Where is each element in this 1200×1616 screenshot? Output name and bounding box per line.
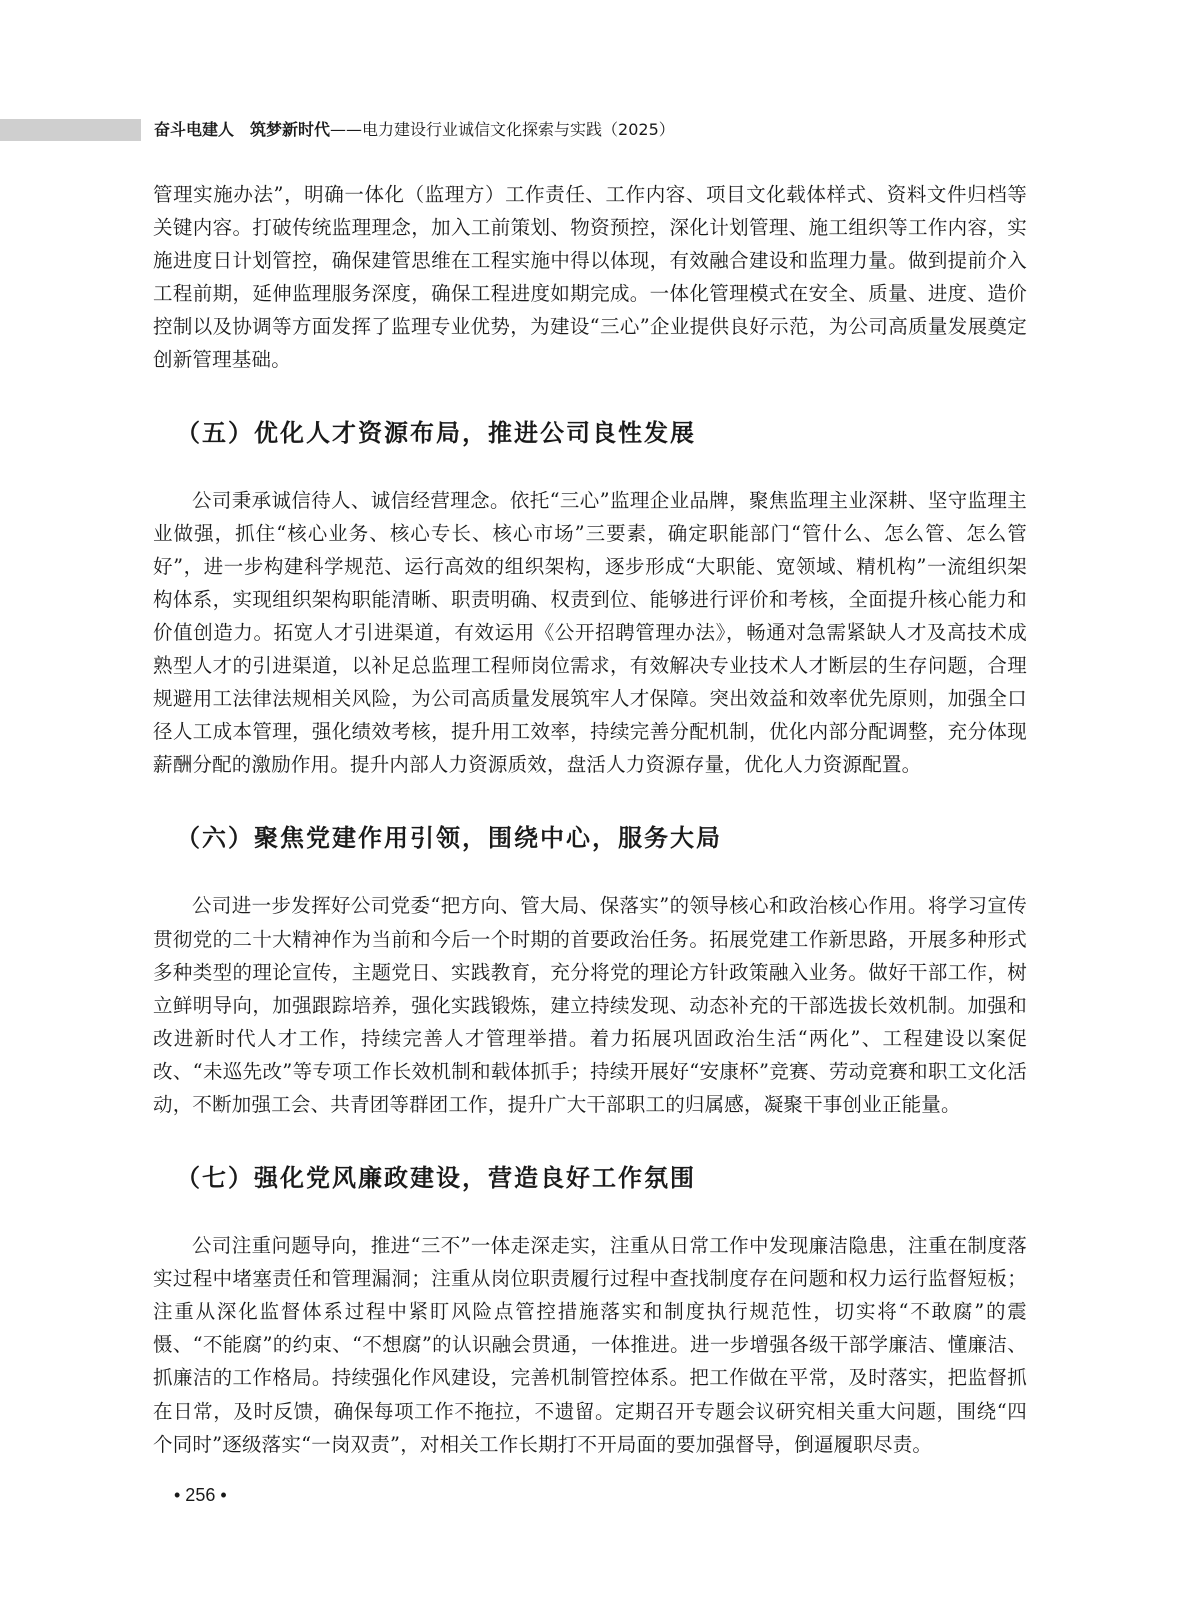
section-heading-5: （五）优化人才资源布局，推进公司良性发展 xyxy=(176,418,696,447)
paragraph-section-5: 公司秉承诚信待人、诚信经营理念。依托“三心”监理企业品牌，聚焦监理主业深耕、坚守监理主业做强，抓住“核心业务、核心专长、核心市场”三要素，确定职能部门“管什么、怎么管、怎么管好”，进一步构建科学规范、运行高效的组织架构，逐步形成“大职能、宽领域、精机构”一流组织架构体系，实现组织架构职能清晰、职责明确、权责到位、能够进行评价和考核，全面提升核心能力和价值创造力。拓宽人才引进渠道，有效运用《公开招聘管理办法》，畅通对急需紧缺人才及高技术成熟型人才的引进渠道，以补足总监理工程师岗位需求，有效解决专业技术人才断层的生存问题，合理规避用工法律法规相关风险，为公司高质量发展筑牢人才保障。突出效益和效率优先原则，加强全口径人工成本管理，强化绩效考核，提升用工效率，持续完善分配机制，优化内部分配调整，充分体现薪酬分配的激励作用。提升内部人力资源质效，盘活人力资源存量，优化人力资源配置。 xyxy=(153,488,1027,777)
header-decor-bar xyxy=(0,119,141,141)
header-title-part2: 筑梦新时代 xyxy=(250,120,331,139)
header-subtitle: ——电力建设行业诚信文化探索与实践（2025） xyxy=(330,120,675,139)
page-number: • 256 • xyxy=(174,1485,227,1505)
paragraph-section-7: 公司注重问题导向，推进“三不”一体走深走实，注重从日常工作中发现廉洁隐患，注重在制度落实过程中堵塞责任和管理漏洞；注重从岗位职责履行过程中查找制度存在问题和权力运行监督短板；注重从深化监督体系过程中紧盯风险点管控措施落实和制度执行规范性，切实将“不敢腐”的震慑、“不能腐”的约束、“不想腐”的认识融会贯通，一体推进。进一步增强各级干部学廉洁、懂廉洁、抓廉洁的工作格局。持续强化作风建设，完善机制管控体系。把工作做在平常，及时落实，把监督抓在日常，及时反馈，确保每项工作不拖拉，不遗留。定期召开专题会议研究相关重大问题，围绕“四个同时”逐级落实“一岗双责”，对相关工作长期打不开局面的要加强督导，倒逼履职尽责。 xyxy=(153,1234,1027,1456)
running-header xyxy=(154,118,675,142)
section-heading-7: （七）强化党风廉政建设，营造良好工作氛围 xyxy=(176,1164,696,1193)
paragraph-intro: 管理实施办法”，明确一体化（监理方）工作责任、工作内容、项目文化载体样式、资料文件归档等关键内容。打破传统监理理念，加入工前策划、物资预控，深化计划管理、施工组织等工作内容，实施进度日计划管控，确保建管思维在工程实施中得以体现，有效融合建设和监理力量。做到提前介入工程前期，延伸监理服务深度，确保工程进度如期完成。一体化管理模式在安全、质量、进度、造价控制以及协调等方面发挥了监理专业优势，为建设“三心”企业提供良好示范，为公司高质量发展奠定创新管理基础。 xyxy=(153,183,1027,372)
section-heading-6: （六）聚焦党建作用引领，围绕中心，服务大局 xyxy=(176,824,722,853)
page-body xyxy=(153,178,1027,1461)
paragraph-section-6: 公司进一步发挥好公司党委“把方向、管大局、保落实”的领导核心和政治核心作用。将学习宣传贯彻党的二十大精神作为当前和今后一个时期的首要政治任务。拓展党建工作新思路，开展多种形式多种类型的理论宣传，主题党日、实践教育，充分将党的理论方针政策融入业务。做好干部工作，树立鲜明导向，加强跟踪培养，强化实践锻炼，建立持续发现、动态补充的干部选拔长效机制。加强和改进新时代人才工作，持续完善人才管理举措。着力拓展巩固政治生活“两化”、工程建设以案促改、“未巡先改”等专项工作长效机制和载体抓手；持续开展好“安康杯”竞赛、劳动竞赛和职工文化活动，不断加强工会、共青团等群团工作，提升广大干部职工的归属感，凝聚干事创业正能量。 xyxy=(153,894,1027,1116)
header-title-part1: 奋斗电建人 xyxy=(154,120,235,139)
